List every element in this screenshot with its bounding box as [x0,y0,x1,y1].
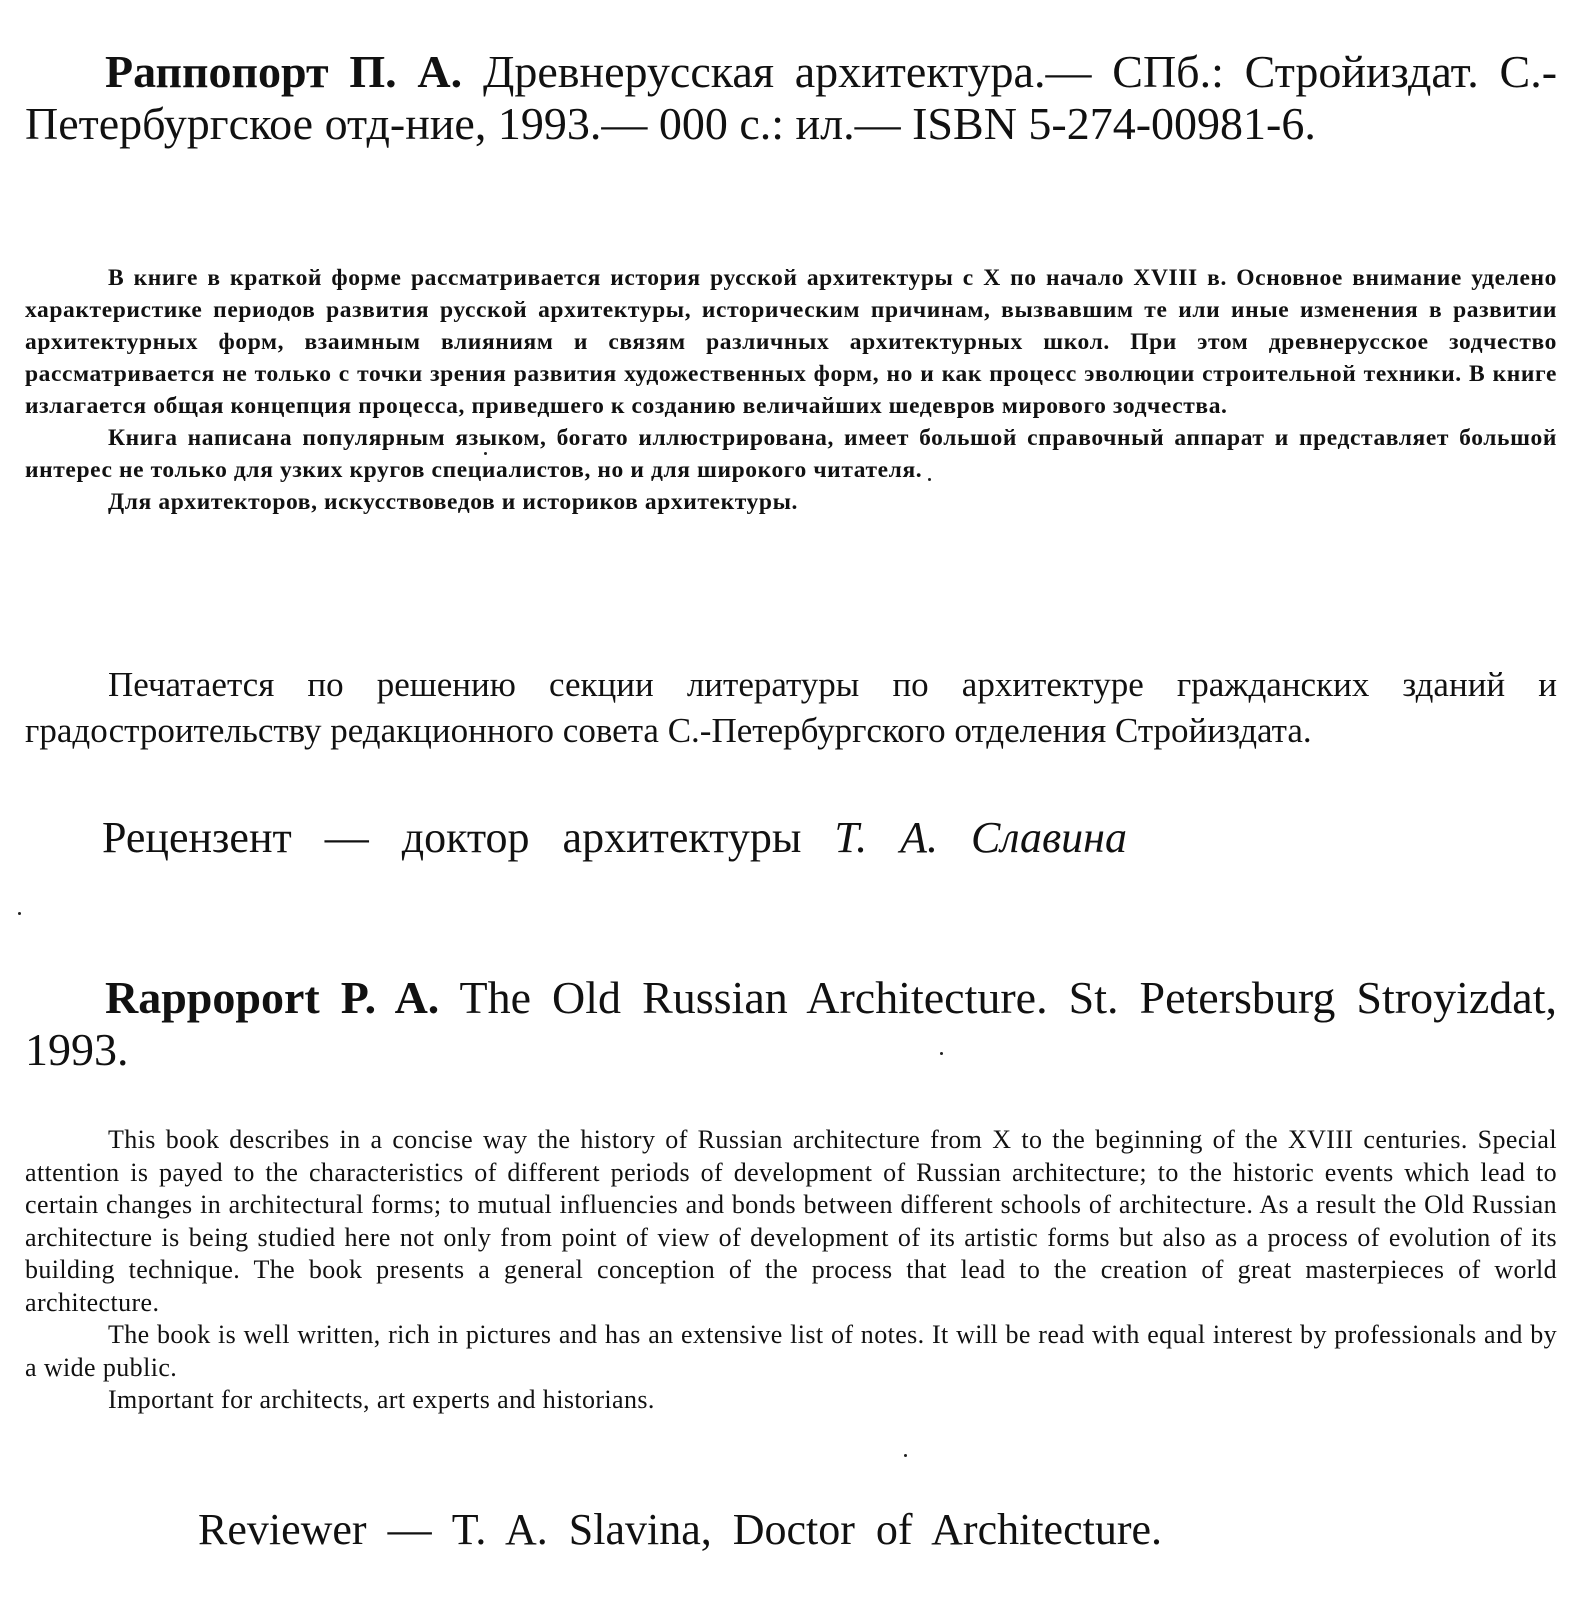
russian-abstract-paragraph: Книга написана популярным языком, богато иллюстрирована, имеет большой справочный аппарат и представляет большой интерес не только для узких кругов специалистов, но и для широкого читателя. [25,425,1557,483]
russian-abstract-paragraph: В книге в краткой форме рассматривается история русской архитектуры с X по начало XVIII в. Основное внимание уделено характеристике периодов развития русской архитектуры, историческим причинам, вызвавшим те или иные изменения в развитии архитектурных форм, взаимным влияниям и связям различных архитектурных школ. При этом древнерусское зодчество рассматривается не только с точки зрения развития художественных форм, но и как процесс эволюции строительной техники. В книге излагается общая концепция процесса, приведшего к созданию величайших шедевров мирового зодчества. [25,265,1557,419]
english-citation [25,972,1557,1076]
publication-approval-note: Печатается по решению секции литературы по архитектуре гражданских зданий и градостроительству редакционного совета С.-Петербургского отделения Стройиздата. [25,665,1557,750]
reviewer-name-ru: Т. А. Славина [834,813,1127,862]
scan-speck [904,1454,907,1457]
russian-reviewer-line [102,812,1532,864]
russian-author: Раппопорт П. А. [105,46,463,97]
english-reviewer-line: Reviewer — T. A. Slavina, Doctor of Architecture. [198,1505,1163,1554]
english-abstract-paragraph: The book is well written, rich in pictures and has an extensive list of notes. It will be read with equal interest by professionals and by a wide public. [25,1320,1557,1382]
english-citation-line [25,972,1557,1076]
russian-citation [25,46,1557,150]
russian-citation-text: Древнерусская архитектура.— СПб.: Стройиздат. С.-Петербургское отд-ние, 1993.— 000 с.: ил.— ISBN 5-274-00981-6. [25,46,1558,149]
english-abstract-paragraph: This book describes in a concise way the history of Russian architecture from X to the beginning of the XVIII centuries. Special attention is payed to the characteristics of different periods of development of Russian architecture; to the historic events which lead to certain changes in architectural forms; to mutual influencies and bonds between different schools of architecture. As a result the Old Russian architecture is being studied here not only from point of view of development of its artistic forms but also as a process of evolution of its building technique. The book presents a general conception of the process that lead to the creation of great masterpieces of world architecture. [25,1125,1557,1317]
scan-speck [484,452,487,455]
russian-abstract-paragraph: Для архитекторов, искусствоведов и историков архитектуры. [108,489,798,515]
english-abstract [25,1124,1557,1417]
reviewer-label-ru: Рецензент — доктор архитектуры [102,813,802,862]
scan-speck [18,912,21,915]
russian-citation-line [25,46,1557,150]
english-citation-text: The Old Russian Architecture. St. Petersburg Stroyizdat, 1993. [25,972,1558,1075]
english-author: Rappoport P. A. [105,972,440,1023]
scan-speck [940,1052,943,1055]
scan-speck [928,478,931,481]
russian-abstract [25,262,1557,518]
english-abstract-paragraph: Important for architects, art experts and historians. [108,1385,655,1414]
